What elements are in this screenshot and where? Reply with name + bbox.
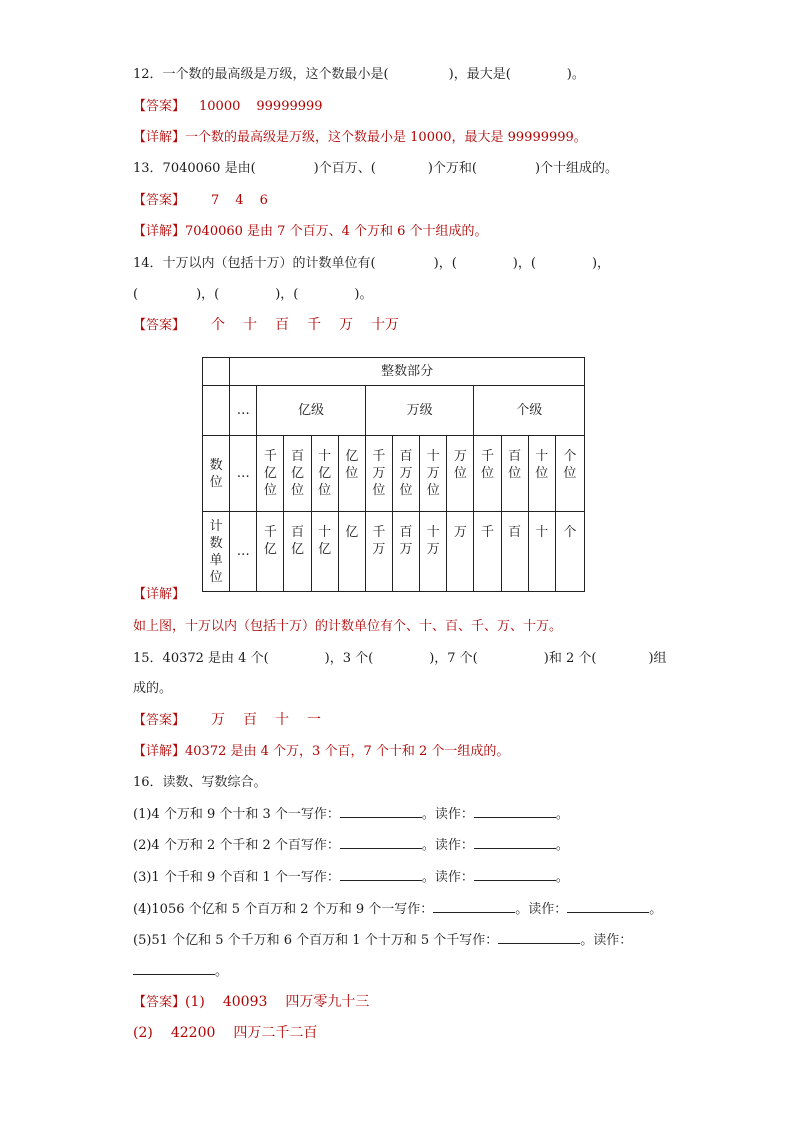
unit-cell: 百 [501,512,528,592]
unit-cell: 十万 [420,512,447,592]
q16-item-5: (5)51 个亿和 5 个千万和 6 个百万和 1 个十万和 5 个千写作： 。读作： [133,933,633,948]
detail-tag: 【详解】 [133,224,186,239]
place-cell: 千亿位 [257,436,284,512]
place-cell: 十亿位 [311,436,338,512]
unit-cell: 千亿 [257,512,284,592]
unit-cell: 百万 [392,512,419,592]
answer-tag: 【答案】 [133,995,186,1010]
answer-tag: 【答案】 [133,318,186,333]
row-label-place: 数位 [203,436,230,512]
write-blank[interactable] [340,836,422,849]
unit-cell: 十亿 [311,512,338,592]
q12-detail: 【详解】一个数的最高级是万级，这个数最小是 10000，最大是 99999999。 [133,130,587,145]
place-cell: 十位 [528,436,555,512]
place-cell: 十万位 [420,436,447,512]
read-blank[interactable] [474,868,556,881]
q16-item-1: (1)4 个万和 9 个十和 3 个一写作： 。读作： 。 [133,807,569,822]
unit-cell: 万 [447,512,474,592]
unit-cell: 亿 [338,512,365,592]
q13-question: 13．7040060 是由( )个百万、( )个万和( )个十组成的。 [133,161,619,176]
group-yi: 亿级 [257,386,366,436]
detail-tag: 【详解】 [133,587,186,602]
q14-question-cont: ( )，( )，( )。 [133,287,373,302]
unit-cell: 千 [474,512,501,592]
write-blank[interactable] [433,900,515,913]
answer-tag: 【答案】 [133,99,186,114]
q16-item-2: (2)4 个万和 2 个千和 2 个百写作： 。读作： 。 [133,838,569,853]
read-blank[interactable] [474,836,556,849]
q16-item-4: (4)1056 个亿和 5 个百万和 2 个万和 9 个一写作： 。读作： 。 [133,902,663,917]
table-header: 整数部分 [230,358,585,386]
unit-cell: 十 [528,512,555,592]
place-cell: 万位 [447,436,474,512]
write-blank[interactable] [340,868,422,881]
q12-answer: 【答案】 10000 99999999 [133,99,323,114]
table-blank-cell [203,386,230,436]
place-cell: 千万位 [365,436,392,512]
detail-tag: 【详解】 [133,130,186,145]
answer-tag: 【答案】 [133,713,186,728]
table-ellipsis: … [230,512,257,592]
q13-answer: 【答案】 7 4 6 [133,193,268,208]
q16-item-5-cont: 。 [133,962,228,981]
q16-title: 16．读数、写数综合。 [133,775,267,790]
place-cell: 个位 [555,436,584,512]
place-cell: 百亿位 [284,436,311,512]
table-ellipsis: … [230,386,257,436]
row-label-unit: 计数单位 [203,512,230,592]
read-blank[interactable] [133,962,215,975]
q16-item-3: (3)1 个千和 9 个百和 1 个一写作： 。读作： 。 [133,870,569,885]
place-value-table [202,357,585,591]
place-cell: 百万位 [392,436,419,512]
table-ellipsis: … [230,436,257,512]
q16-answer-1: 【答案】(1) 40093 四万零九十三 [133,994,370,1010]
q14-question: 14．十万以内（包括十万）的计数单位有( )，( )，( )， [133,256,611,271]
answer-tag: 【答案】 [133,193,186,208]
q12-question: 12．一个数的最高级是万级，这个数最小是( )，最大是( )。 [133,67,585,82]
unit-cell: 千万 [365,512,392,592]
unit-cell: 百亿 [284,512,311,592]
q15-answer: 【答案】 万 百 十 一 [133,712,322,728]
read-blank[interactable] [567,900,649,913]
write-blank[interactable] [498,931,580,944]
q14-detail-tag [133,586,185,604]
write-blank[interactable] [340,805,422,818]
group-ge: 个级 [474,386,585,436]
group-wan: 万级 [365,386,474,436]
q13-detail: 【详解】7040060 是由 7 个百万、4 个万和 6 个十组成的。 [133,224,488,239]
table-corner [203,358,230,386]
q15-question: 15．40372 是由 4 个( )，3 个( )，7 个( )和 2 个( )组 [133,651,667,666]
read-blank[interactable] [474,805,556,818]
unit-cell: 个 [555,512,584,592]
place-cell: 千位 [474,436,501,512]
q14-answer: 【答案】 个 十 百 千 万 十万 [133,317,400,333]
q15-question-cont: 成的。 [133,681,173,696]
detail-tag: 【详解】 [133,744,186,759]
q15-detail: 【详解】40372 是由 4 个万，3 个百，7 个十和 2 个一组成的。 [133,744,510,759]
q14-detail: 如上图，十万以内（包括十万）的计数单位有个、十、百、千、万、十万。 [133,619,563,634]
place-cell: 亿位 [338,436,365,512]
place-cell: 百位 [501,436,528,512]
q16-answer-2: (2) 42200 四万二千二百 [133,1025,318,1041]
